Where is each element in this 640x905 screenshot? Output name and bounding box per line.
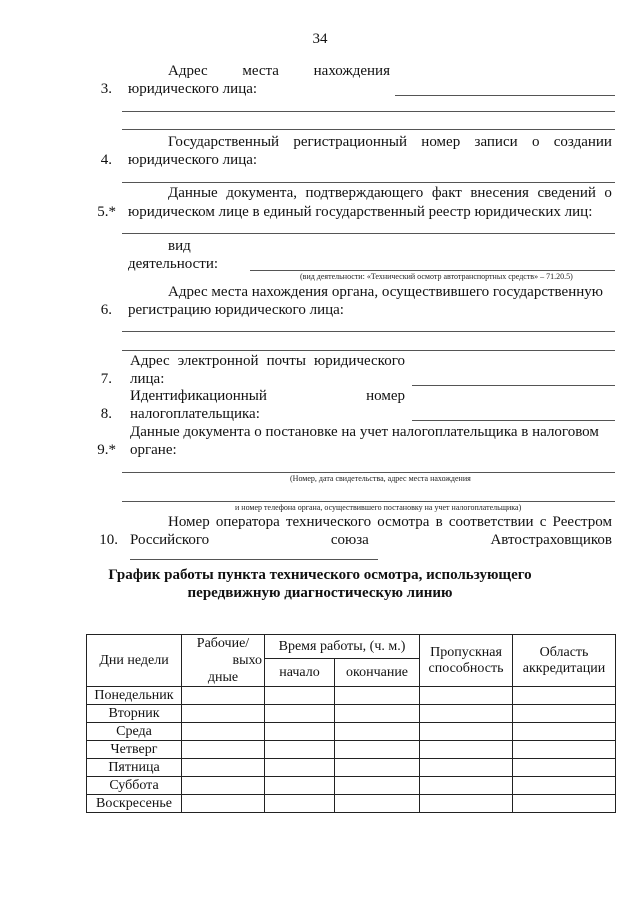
word: места — [242, 63, 279, 79]
header-end: окончание — [335, 659, 420, 687]
header-accreditation-2: аккредитации — [522, 660, 606, 676]
end-cell[interactable] — [335, 687, 420, 705]
table-row — [87, 759, 616, 777]
start-cell[interactable] — [265, 687, 335, 705]
activity-label-line1: вид — [168, 238, 191, 254]
end-cell[interactable] — [335, 777, 420, 795]
end-cell[interactable] — [335, 795, 420, 813]
header-work-time: Время работы, (ч. м.) — [265, 635, 420, 659]
activity-caption: (вид деятельности: «Технический осмотр автотранспортных средств» – 71.20.5) — [300, 272, 573, 281]
day-cell: Среда — [87, 723, 182, 741]
item9-label-line1: Данные документа о постановке на учет налогоплательщика в налоговом — [130, 424, 599, 440]
day-cell: Понедельник — [87, 687, 182, 705]
item7-number: 7. — [100, 371, 112, 387]
word: осмотра — [377, 514, 430, 530]
word: соответствии — [448, 514, 534, 530]
item4-label-line2: юридического лица: — [128, 152, 258, 168]
word: Российского — [130, 532, 210, 548]
header-workdays-1: Рабочие/ — [196, 636, 250, 651]
word: Идентификационный — [130, 388, 267, 404]
header-capacity-2: способность — [428, 660, 504, 676]
workday-cell[interactable] — [182, 777, 265, 795]
capacity-cell[interactable] — [420, 795, 513, 813]
item9-caption-1: (Номер, дата свидетельства, адрес места нахождения — [290, 474, 471, 483]
item7-input-line[interactable] — [412, 385, 615, 386]
word: с — [539, 514, 547, 530]
item6-input-line-2[interactable] — [122, 350, 615, 351]
schedule-title-line1: График работы пункта технического осмотра, использующего — [108, 567, 532, 583]
start-cell[interactable] — [265, 723, 335, 741]
item3-input-line-2[interactable] — [122, 111, 615, 112]
day-cell: Четверг — [87, 741, 182, 759]
item4-input-line[interactable] — [122, 182, 615, 183]
item4-label-line1 — [168, 133, 612, 151]
item7-label-line2: лица: — [130, 371, 165, 387]
accreditation-cell[interactable] — [513, 741, 616, 759]
item5-label-line2: юридическом лице в единый государственный реестр юридических лиц: — [128, 204, 593, 220]
header-days: Дни недели — [87, 635, 182, 687]
item6-label-line2: регистрацию юридического лица: — [128, 302, 344, 318]
word: о — [604, 185, 612, 201]
capacity-cell[interactable] — [420, 723, 513, 741]
page-number: 34 — [312, 31, 328, 47]
word: юридического — [314, 353, 405, 369]
word: номер — [366, 388, 405, 404]
word: Данные — [168, 185, 218, 201]
word: оператора — [215, 514, 280, 530]
capacity-cell[interactable] — [420, 741, 513, 759]
table-row — [87, 687, 616, 705]
day-cell: Вторник — [87, 705, 182, 723]
start-cell[interactable] — [265, 777, 335, 795]
word: электронной — [177, 353, 259, 369]
item5-input-line[interactable] — [122, 233, 615, 234]
word: технического — [285, 514, 372, 530]
word: в — [435, 514, 443, 530]
start-cell[interactable] — [265, 759, 335, 777]
start-cell[interactable] — [265, 795, 335, 813]
item9-caption-2: и номер телефона органа, осуществившего постановку на учет налогоплательщика) — [235, 503, 522, 512]
word: о — [531, 134, 540, 150]
schedule-title-line2: передвижную диагностическую линию — [187, 585, 453, 601]
day-cell: Воскресенье — [87, 795, 182, 813]
word: факт — [431, 185, 462, 201]
end-cell[interactable] — [335, 759, 420, 777]
word: нахождения — [313, 63, 390, 79]
table-row — [87, 777, 616, 795]
workday-cell[interactable] — [182, 723, 265, 741]
item3-input-line-3[interactable] — [122, 129, 615, 130]
item3-label-line1 — [168, 62, 390, 80]
word: внесения — [470, 185, 529, 201]
word: создании — [553, 134, 612, 150]
table-row — [87, 705, 616, 723]
item9-input-line[interactable] — [122, 472, 615, 473]
item9-input-line-2[interactable] — [122, 501, 615, 502]
start-cell[interactable] — [265, 741, 335, 759]
header-capacity — [420, 635, 513, 687]
header-capacity-1: Пропускная — [430, 644, 502, 660]
item3-number: 3. — [100, 81, 112, 97]
word: Адрес — [168, 63, 208, 79]
accreditation-cell[interactable] — [513, 687, 616, 705]
workday-cell[interactable] — [182, 759, 265, 777]
accreditation-cell[interactable] — [513, 795, 616, 813]
workday-cell[interactable] — [182, 741, 265, 759]
item8-label-line1 — [130, 387, 405, 405]
item10-label-line2 — [130, 531, 612, 549]
capacity-cell[interactable] — [420, 777, 513, 795]
header-accreditation — [513, 635, 616, 687]
item9-number: 9.* — [97, 442, 116, 458]
word: записи — [474, 134, 518, 150]
activity-input-line[interactable] — [250, 270, 615, 271]
item6-number: 6. — [100, 302, 112, 318]
word: Автостраховщиков — [490, 532, 612, 548]
header-workdays-3: дные — [207, 670, 239, 685]
workday-cell[interactable] — [182, 795, 265, 813]
item6-input-line[interactable] — [122, 331, 615, 332]
table-row — [87, 795, 616, 813]
word: Реестром — [552, 514, 612, 530]
word: Адрес — [130, 353, 170, 369]
table-row — [87, 741, 616, 759]
item3-label-line2: юридического лица: — [128, 81, 258, 97]
word: подтверждающего — [305, 185, 424, 201]
day-cell: Пятница — [87, 759, 182, 777]
word: номер — [421, 134, 461, 150]
accreditation-cell[interactable] — [513, 759, 616, 777]
item5-label-line1 — [168, 184, 612, 202]
item8-input-line[interactable] — [412, 420, 615, 421]
item4-number: 4. — [100, 152, 112, 168]
header-start: начало — [265, 659, 335, 687]
start-cell[interactable] — [265, 705, 335, 723]
item8-number: 8. — [100, 406, 112, 422]
header-workdays — [182, 635, 265, 687]
schedule-table — [86, 634, 616, 813]
item5-number: 5.* — [97, 204, 116, 220]
word: регистрационный — [293, 134, 407, 150]
word: документа, — [226, 185, 298, 201]
header-workdays-2: выхо — [232, 653, 262, 668]
item7-label-line1 — [130, 352, 405, 370]
end-cell[interactable] — [335, 705, 420, 723]
item10-number: 10. — [99, 532, 118, 548]
word: Государственный — [168, 134, 280, 150]
item10-label-line1 — [168, 513, 612, 531]
day-cell: Суббота — [87, 777, 182, 795]
accreditation-cell[interactable] — [513, 777, 616, 795]
item9-label-line2: органе: — [130, 442, 177, 458]
accreditation-cell[interactable] — [513, 723, 616, 741]
item6-label-line1: Адрес места нахождения органа, осуществившего государственную — [168, 284, 603, 300]
activity-label-line2: деятельности: — [128, 256, 219, 272]
end-cell[interactable] — [335, 741, 420, 759]
word: союза — [330, 532, 369, 548]
workday-cell[interactable] — [182, 687, 265, 705]
workday-cell[interactable] — [182, 705, 265, 723]
header-accreditation-1: Область — [539, 644, 589, 660]
word: Номер — [168, 514, 210, 530]
word: сведений — [537, 185, 596, 201]
accreditation-cell[interactable] — [513, 705, 616, 723]
capacity-cell[interactable] — [420, 705, 513, 723]
word: почты — [266, 353, 306, 369]
table-row — [87, 723, 616, 741]
capacity-cell[interactable] — [420, 759, 513, 777]
item10-input-line[interactable] — [130, 559, 378, 560]
item3-input-line[interactable] — [395, 95, 615, 96]
end-cell[interactable] — [335, 723, 420, 741]
item8-label-line2: налогоплательщика: — [130, 406, 260, 422]
capacity-cell[interactable] — [420, 687, 513, 705]
